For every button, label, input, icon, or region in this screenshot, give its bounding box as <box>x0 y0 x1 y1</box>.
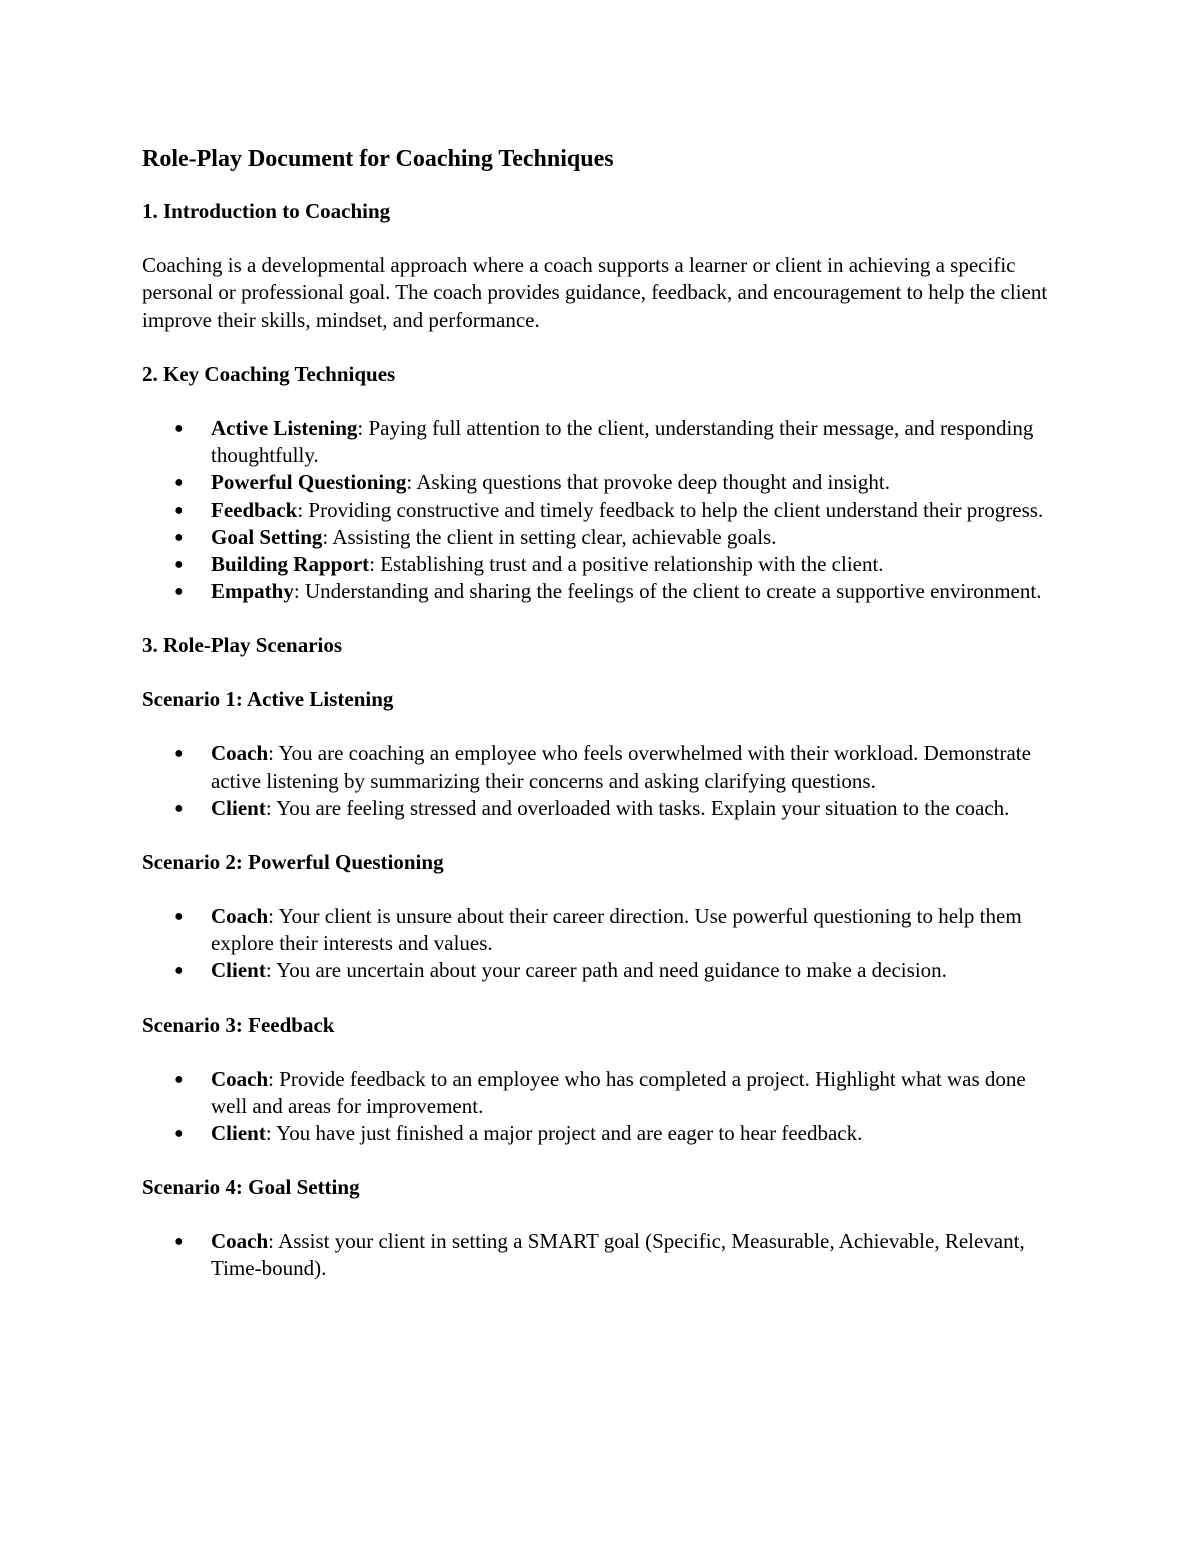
bullet-icon: ● <box>174 474 184 492</box>
bullet-icon: ● <box>174 962 184 980</box>
role-description: : You are feeling stressed and overloaded with tasks. Explain your situation to the coach. <box>265 795 1010 820</box>
section-heading-scenarios: 3. Role-Play Scenarios <box>142 633 343 658</box>
scenario-heading: Scenario 3: Feedback <box>142 1012 335 1037</box>
technique-term: Empathy <box>211 579 294 604</box>
technique-term: Building Rapport <box>211 551 370 576</box>
list-item <box>142 740 1062 794</box>
bullet-icon: ● <box>174 1070 184 1088</box>
scenario-list <box>142 1066 1062 1148</box>
scenario-heading: Scenario 4: Goal Setting <box>142 1175 360 1200</box>
scenario-list <box>142 903 1062 985</box>
bullet-icon: ● <box>174 419 184 437</box>
introduction-paragraph: Coaching is a developmental approach where a coach supports a learner or client in achieving a specific personal or professional goal. The coach provides guidance, feedback, and encouragement to help the client improve their skills, mindset, and performance. <box>142 253 1048 332</box>
document-page <box>142 144 1062 1310</box>
role-description: : You are coaching an employee who feels overwhelmed with their workload. Demonstrate active listening by summarizing their concerns and asking clarifying questions. <box>211 741 1031 793</box>
list-item <box>142 415 1062 469</box>
list-item <box>142 903 1062 957</box>
section-heading-techniques: 2. Key Coaching Techniques <box>142 361 396 386</box>
list-item <box>142 1120 1062 1147</box>
role-description: : You have just finished a major project and are eager to hear feedback. <box>265 1120 863 1145</box>
technique-term: Feedback <box>211 497 298 522</box>
techniques-list <box>142 415 1062 605</box>
bullet-icon: ● <box>174 583 184 601</box>
list-item <box>142 524 1062 551</box>
technique-description: : Paying full attention to the client, understanding their message, and responding thoughtfully. <box>211 415 1034 468</box>
document-title: Role-Play Document for Coaching Techniques <box>142 146 614 172</box>
role-term: Client <box>211 958 266 983</box>
technique-description: : Asking questions that provoke deep thought and insight. <box>406 470 890 495</box>
list-item <box>142 1228 1062 1282</box>
bullet-icon: ● <box>174 907 184 925</box>
technique-description: : Understanding and sharing the feelings of the client to create a supportive environment. <box>293 579 1042 604</box>
role-description: : Provide feedback to an employee who has completed a project. Highlight what was done well and areas for improvement. <box>211 1066 1026 1118</box>
list-item <box>142 551 1062 578</box>
role-term: Client <box>211 1120 266 1145</box>
role-description: : Assist your client in setting a SMART goal (Specific, Measurable, Achievable, Relevant, Time-bound). <box>211 1229 1025 1281</box>
bullet-icon: ● <box>174 1124 184 1142</box>
role-term: Client <box>211 795 266 820</box>
list-item <box>142 795 1062 822</box>
list-item <box>142 497 1062 524</box>
scenario-list <box>142 740 1062 822</box>
scenario-list <box>142 1228 1062 1282</box>
role-term: Coach <box>211 741 269 766</box>
technique-description: : Providing constructive and timely feedback to help the client understand their progress. <box>297 497 1044 522</box>
bullet-icon: ● <box>174 799 184 817</box>
role-term: Coach <box>211 1229 269 1254</box>
scenario-heading: Scenario 1: Active Listening <box>142 687 394 712</box>
role-description: : Your client is unsure about their career direction. Use powerful questioning to help them explore their interests and values. <box>211 903 1022 956</box>
bullet-icon: ● <box>174 501 184 519</box>
bullet-icon: ● <box>174 1233 184 1251</box>
role-term: Coach <box>211 1066 269 1091</box>
technique-description: : Establishing trust and a positive relationship with the client. <box>369 551 884 576</box>
technique-term: Goal Setting <box>211 524 323 549</box>
bullet-icon: ● <box>174 745 184 763</box>
list-item <box>142 957 1062 984</box>
list-item <box>142 1066 1062 1120</box>
role-description: : You are uncertain about your career path and need guidance to make a decision. <box>265 958 947 983</box>
list-item <box>142 469 1062 496</box>
bullet-icon: ● <box>174 555 184 573</box>
list-item <box>142 578 1062 605</box>
technique-term: Active Listening <box>211 415 358 440</box>
technique-term: Powerful Questioning <box>211 470 407 495</box>
section-heading-introduction: 1. Introduction to Coaching <box>142 199 391 223</box>
technique-description: : Assisting the client in setting clear, achievable goals. <box>322 524 777 549</box>
bullet-icon: ● <box>174 528 184 546</box>
role-term: Coach <box>211 903 269 928</box>
scenario-heading: Scenario 2: Powerful Questioning <box>142 849 444 874</box>
